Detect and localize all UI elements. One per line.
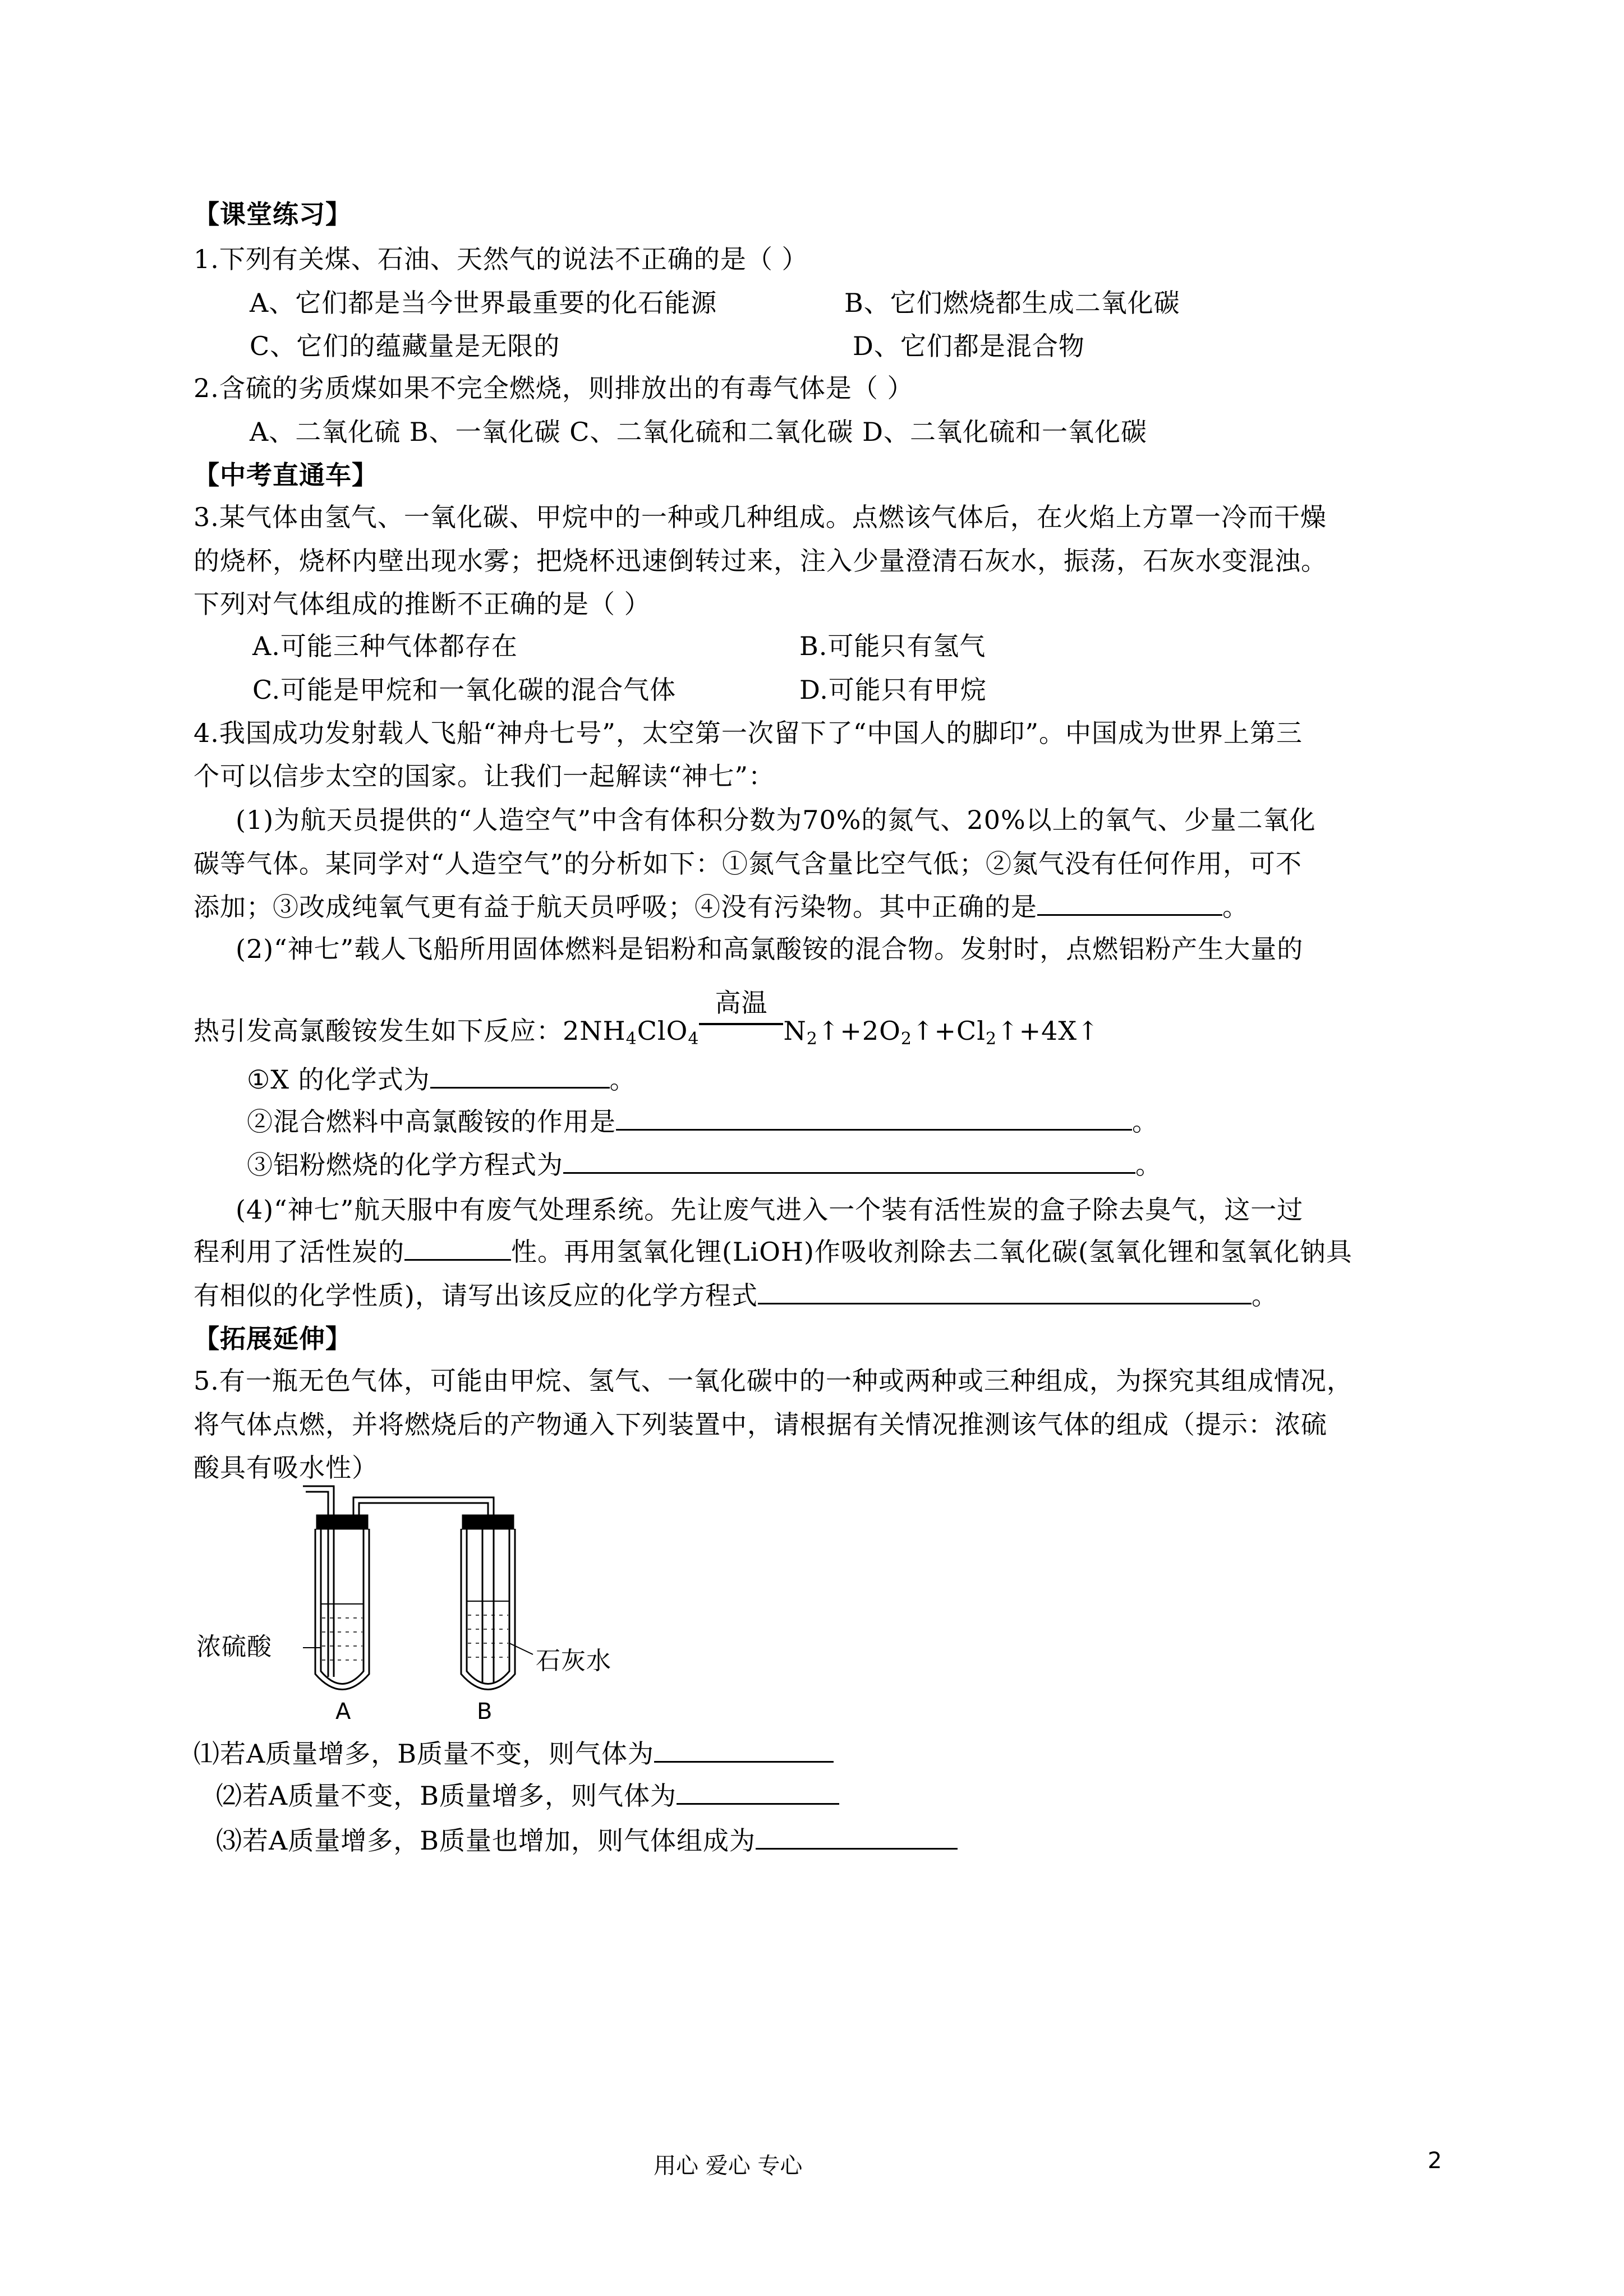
stopper-b — [463, 1515, 513, 1529]
answer-blank-property[interactable] — [404, 1234, 511, 1261]
section-heading-classroom: 【课堂练习】 — [194, 199, 352, 229]
q3-option-c: C.可能是甲烷和一氧化碳的混合气体 — [252, 675, 677, 705]
q3-option-b: B.可能只有氢气 — [799, 631, 986, 661]
label-tube-a: A — [335, 1699, 352, 1725]
answer-blank-part1[interactable] — [1037, 889, 1222, 916]
eq-reactant: $2NH_4ClO_4$ — [563, 1016, 700, 1049]
q5-case-2: ⑵若A质量不变，B质量增多，则气体为 — [216, 1778, 839, 1814]
q5-line-1: 5.有一瓶无色气体，可能由甲烷、氢气、一氧化碳中的一种或两种或三种组成，为探究其组成情况， — [194, 1366, 1353, 1396]
label-limewater: 石灰水 — [536, 1647, 611, 1675]
q1-option-b: B、它们燃烧都生成二氧化碳 — [844, 288, 1180, 318]
q2-options: A、二氧化硫 B、一氧化碳 C、二氧化硫和二氧化碳 D、二氧化硫和一氧化碳 — [250, 417, 1147, 447]
q3-line-3: 下列对气体组成的推断不正确的是（ ） — [194, 589, 651, 619]
test-tube-a — [321, 1529, 364, 1684]
q2-stem: 2.含硫的劣质煤如果不完全燃烧，则排放出的有毒气体是（ ） — [194, 373, 914, 403]
test-tube-a-outer — [315, 1529, 369, 1690]
q5-line-3: 酸具有吸水性） — [194, 1453, 378, 1483]
section-heading-extension: 【拓展延伸】 — [194, 1324, 352, 1354]
label-tube-b: B — [477, 1699, 493, 1725]
q5-line-2: 将气体点燃，并将燃烧后的产物通入下列装置中，请根据有关情况推测该气体的组成（提示：浓硫 — [194, 1409, 1327, 1440]
q1-stem: 1.下列有关煤、石油、天然气的说法不正确的是（ ） — [194, 244, 808, 274]
answer-blank-case2[interactable] — [677, 1778, 839, 1805]
q5-case-1: ⑴若A质量增多，B质量不变，则气体为 — [194, 1736, 834, 1772]
q5-case-3: ⑶若A质量增多，B质量也增加，则气体组成为 — [216, 1823, 958, 1859]
label-concentrated-sulfuric-acid: 浓硫酸 — [196, 1633, 272, 1661]
q4-part4-line-3: 有相似的化学性质)，请写出该反应的化学方程式 。 — [194, 1278, 1278, 1313]
q3-line-2: 的烧杯，烧杯内壁出现水雾；把烧杯迅速倒转过来，注入少量澄清石灰水，振荡，石灰水变混浊。 — [194, 546, 1327, 576]
q1-option-d: D、它们都是混合物 — [853, 331, 1085, 361]
q4-part4-line-1: (4)“神七”航天服中有废气处理系统。先让废气进入一个装有活性炭的盒子除去臭气，这一过 — [236, 1195, 1304, 1225]
q4-sub-3: ③铝粉燃烧的化学方程式为 。 — [247, 1147, 1162, 1183]
section-heading-exam: 【中考直通车】 — [194, 460, 378, 490]
answer-blank-case1[interactable] — [654, 1736, 834, 1763]
answer-blank-role[interactable] — [616, 1104, 1132, 1131]
q3-line-1: 3.某气体由氢气、一氧化碳、甲烷中的一种或几种组成。点燃该气体后，在火焰上方罩一冷而干燥 — [194, 502, 1327, 532]
equation-prefix: 热引发高氯酸铵发生如下反应： — [194, 1016, 563, 1046]
q4-sub-2: ②混合燃料中高氯酸铵的作用是 。 — [247, 1104, 1158, 1140]
q3-option-d: D.可能只有甲烷 — [799, 675, 987, 705]
answer-blank-formula[interactable] — [430, 1062, 610, 1089]
answer-blank-case3[interactable] — [756, 1823, 958, 1850]
q4-sub-1: ①X 的化学式为 。 — [247, 1062, 636, 1098]
gas-absorption-apparatus-diagram — [191, 1481, 696, 1750]
answer-blank-lioh-equation[interactable] — [758, 1278, 1252, 1304]
q4-part1-line-1: (1)为航天员提供的“人造空气”中含有体积分数为70%的氮气、20%以上的氧气、少量二氧化 — [236, 805, 1316, 835]
footer-motto: 用心 爱心 专心 — [654, 2153, 803, 2179]
reaction-condition: 高温 — [699, 1004, 783, 1040]
q1-option-a: A、它们都是当今世界最重要的化石能源 — [250, 288, 717, 318]
q4-line-1: 4.我国成功发射载人飞船“神舟七号”，太空第一次留下了“中国人的脚印”。中国成为世界上第三 — [194, 718, 1303, 748]
test-tube-b-outer — [461, 1529, 515, 1690]
page-number: 2 — [1428, 2148, 1442, 2174]
q1-option-c: C、它们的蕴藏量是无限的 — [250, 331, 560, 361]
stopper-a — [317, 1515, 367, 1529]
q4-part2-line-1: (2)“神七”载人飞船所用固体燃料是铝粉和高氯酸铵的混合物。发射时，点燃铝粉产生大量的 — [236, 934, 1304, 964]
answer-blank-al-equation[interactable] — [563, 1147, 1135, 1174]
period: 。 — [1222, 892, 1249, 922]
q4-part4-line-2: 程利用了活性炭的 性。再用氢氧化锂(LiOH)作吸收剂除去二氧化碳(氢氧化锂和氢氧化钠具 — [194, 1234, 1352, 1270]
q4-part1-text: 添加；③改成纯氧气更有益于航天员呼吸；④没有污染物。其中正确的是 — [194, 892, 1037, 922]
q4-line-2: 个可以信步太空的国家。让我们一起解读“神七”： — [194, 761, 775, 791]
q3-option-a: A.可能三种气体都存在 — [252, 631, 518, 661]
q4-part1-line-2: 碳等气体。某同学对“人造空气”的分析如下：①氮气含量比空气低；②氮气没有任何作用，可不 — [194, 849, 1303, 879]
test-tube-b — [467, 1529, 509, 1684]
q4-part1-line-3 — [194, 889, 1249, 925]
q4-equation-line — [194, 988, 1099, 1057]
connecting-tube — [353, 1497, 494, 1515]
eq-products: $N_2↑+2O_2↑+Cl_2↑+4X↑$ — [783, 1016, 1099, 1049]
